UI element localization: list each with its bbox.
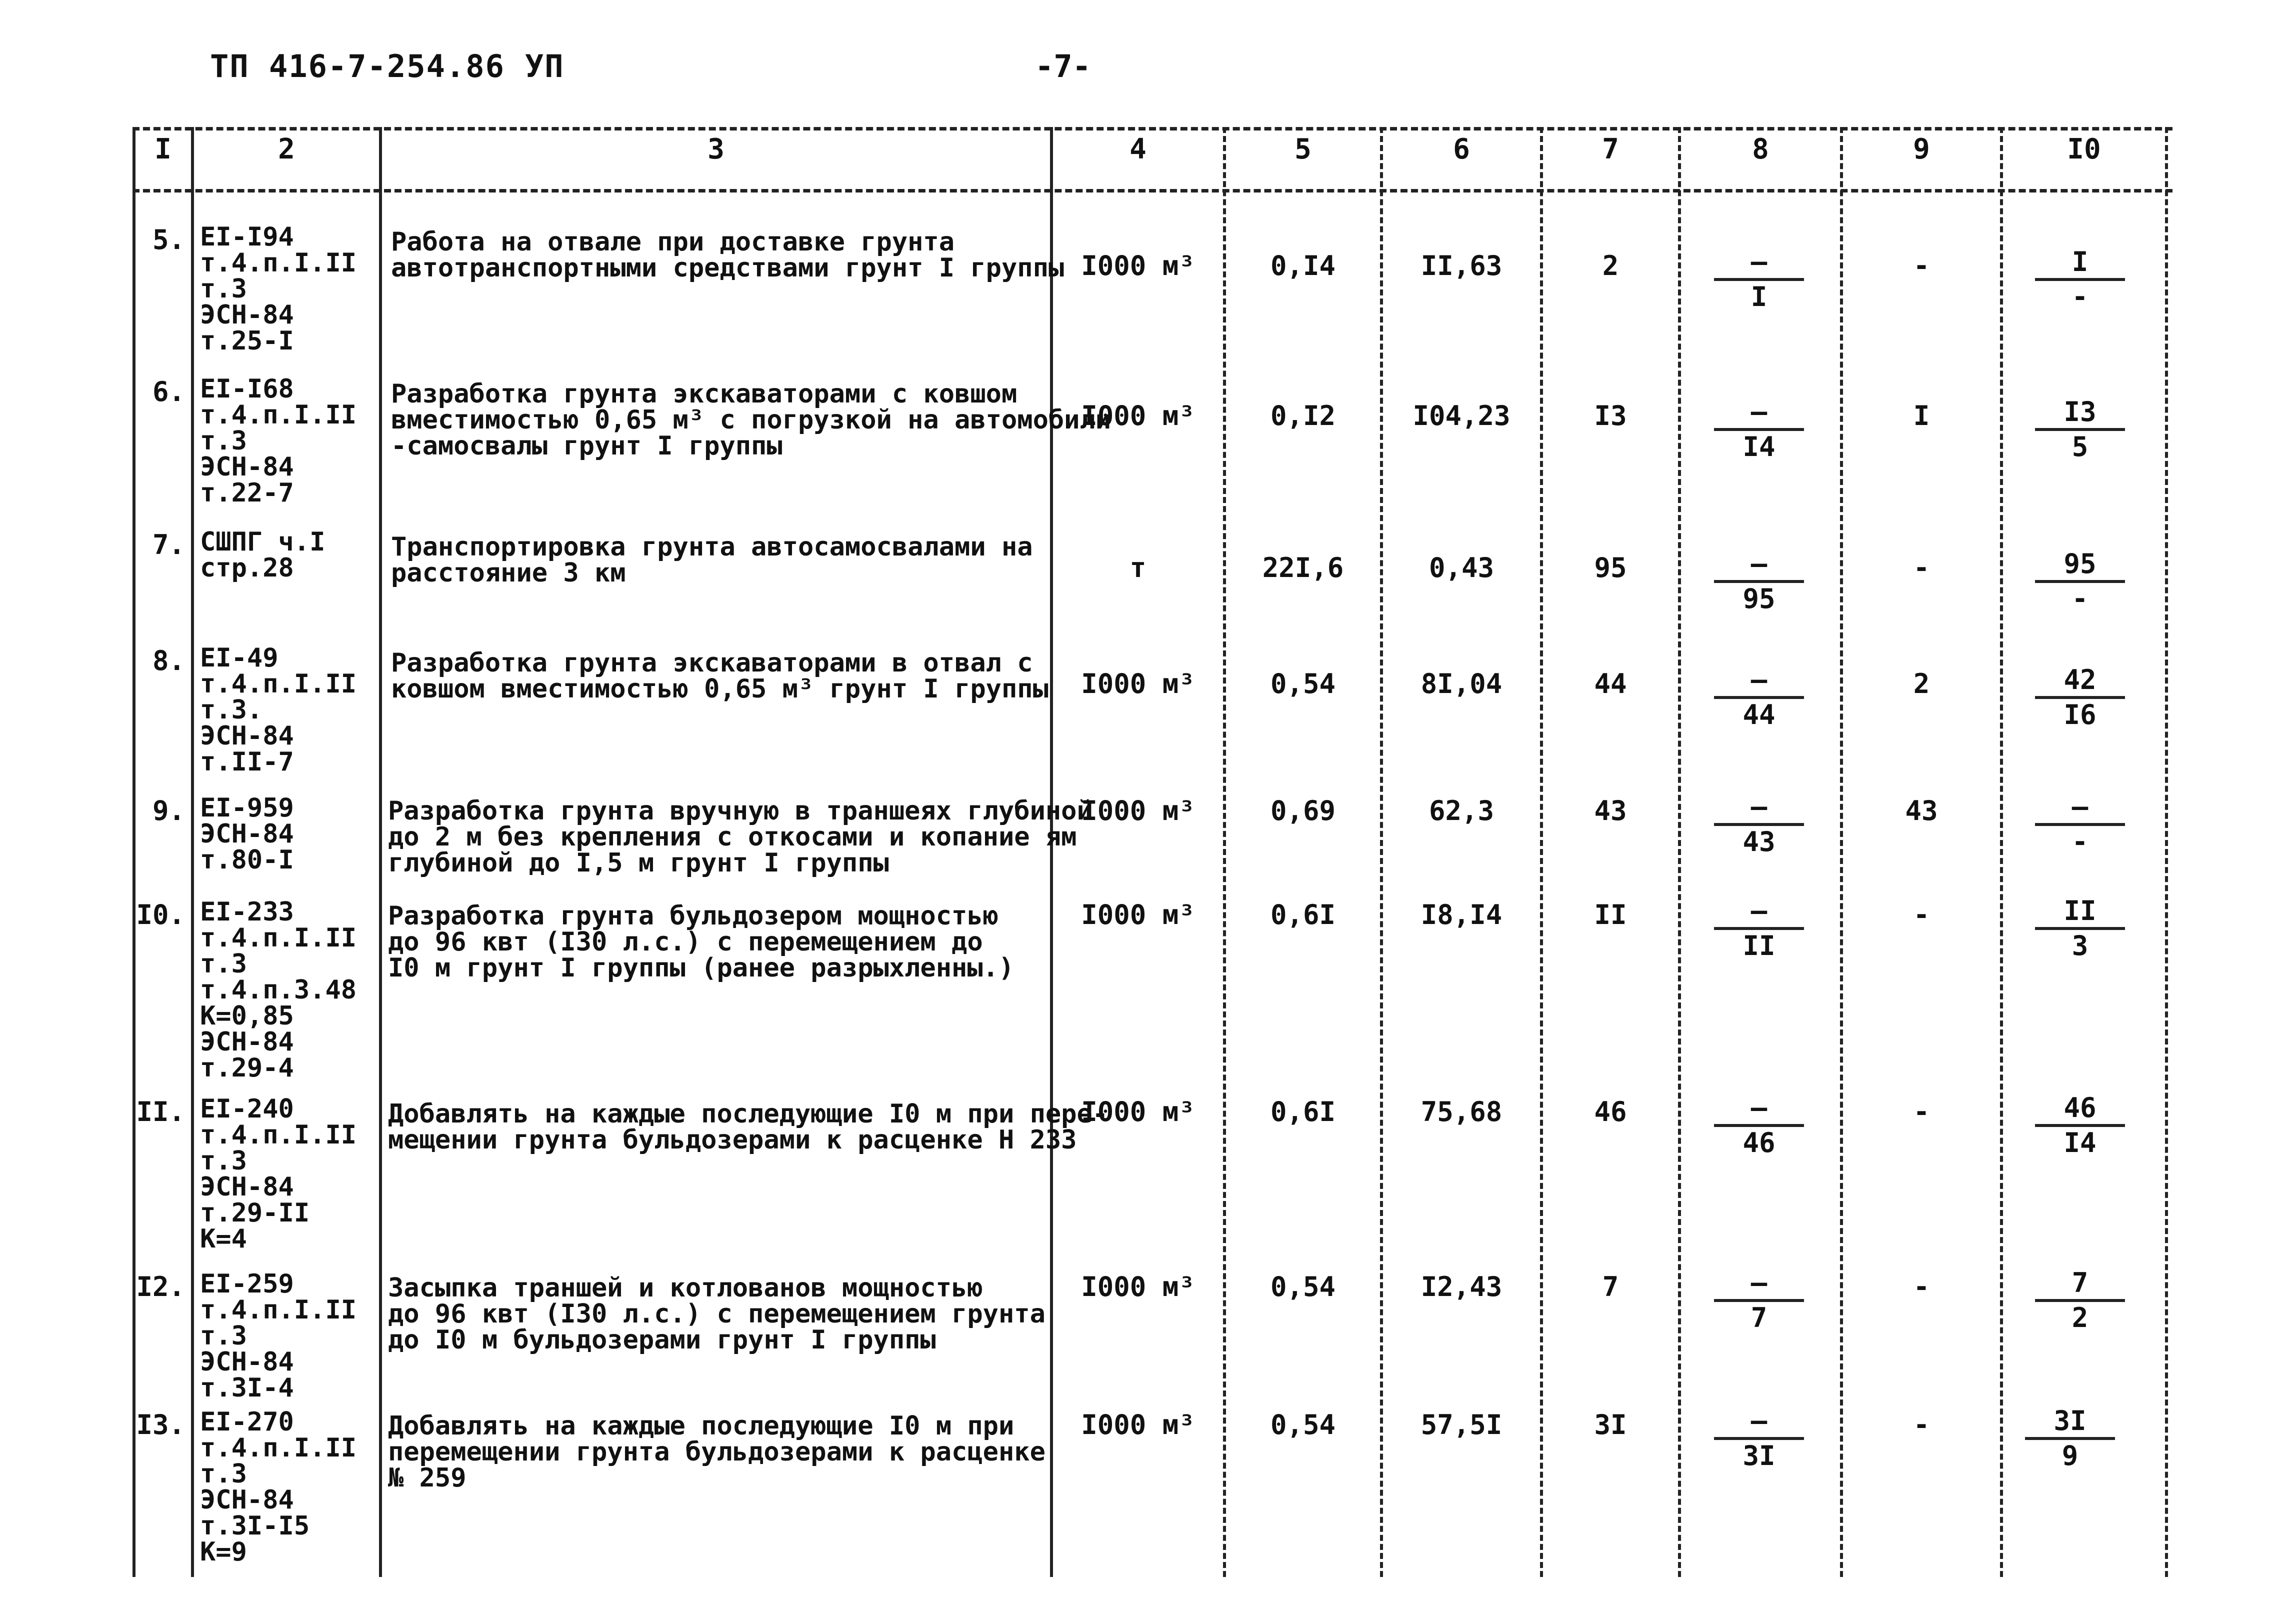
- fraction-numerator: I3: [2064, 396, 2096, 428]
- fraction-numerator: –: [1750, 396, 1768, 428]
- quantity: 0,6I: [1270, 1096, 1336, 1128]
- total-value: 7: [1602, 1271, 1619, 1302]
- fraction-denominator: 5: [2072, 431, 2088, 462]
- row-number: I0.: [136, 899, 185, 930]
- fraction-numerator: –: [1750, 664, 1768, 696]
- quantity: 0,I4: [1270, 250, 1336, 282]
- fraction-numerator: 42: [2064, 664, 2096, 696]
- column-9-value: -: [1913, 1096, 1930, 1128]
- norm-reference: EI-259 т.4.п.I.II т.3 ЭСН-84 т.3I-4: [200, 1269, 357, 1403]
- column-9-value: -: [1913, 1409, 1930, 1440]
- column-10-fraction: [2035, 549, 2125, 614]
- total-value: 43: [1594, 795, 1627, 826]
- fraction-denominator: I4: [2064, 1127, 2096, 1158]
- table-border-left: [132, 127, 136, 1577]
- quantity: 0,6I: [1270, 899, 1336, 930]
- fraction-denominator: 95: [1742, 583, 1776, 614]
- column-9-value: -: [1913, 899, 1930, 930]
- unit-of-measure: I000 м³: [1081, 400, 1195, 432]
- norm-value: I04,23: [1412, 400, 1510, 432]
- unit-of-measure: I000 м³: [1081, 1096, 1195, 1128]
- column-8-fraction: [1714, 247, 1804, 312]
- quantity: 0,I2: [1270, 400, 1336, 432]
- norm-reference: EI-270 т.4.п.I.II т.3 ЭСН-84 т.3I-I5 К=9: [200, 1407, 357, 1567]
- column-divider: [1223, 127, 1226, 1577]
- row-number: I2.: [136, 1271, 185, 1302]
- fraction-denominator: I: [1750, 281, 1768, 312]
- work-description: Разработка грунта экскаваторами с ковшом вместимостью 0,65 м³ с погрузкой на автомобили -самосвалы грунт I группы: [391, 379, 1112, 461]
- table-border-right: [2165, 127, 2168, 1577]
- unit-of-measure: I000 м³: [1081, 1409, 1195, 1440]
- work-description: Засыпка траншей и котлованов мощностью до 96 квт (I30 л.с.) с перемещением грунта до I0 м бульдозерами грунт I группы: [388, 1273, 1046, 1355]
- column-header-8: 8: [1752, 133, 1769, 166]
- row-number: 7.: [152, 529, 185, 560]
- column-9-value: -: [1913, 1271, 1930, 1302]
- fraction-numerator: –: [1750, 548, 1768, 580]
- norm-reference: СШПГ ч.I стр.28: [200, 527, 326, 583]
- norm-reference: EI-49 т.4.п.I.II т.3. ЭСН-84 т.II-7: [200, 643, 357, 777]
- fraction-denominator: -: [2072, 583, 2088, 614]
- column-10-fraction: [2035, 247, 2125, 312]
- quantity: 0,69: [1270, 795, 1336, 826]
- unit-of-measure: I000 м³: [1081, 250, 1195, 282]
- column-header-9: 9: [1913, 133, 1930, 166]
- column-9-value: -: [1913, 552, 1930, 584]
- row-number: 5.: [152, 224, 185, 256]
- row-number: 6.: [152, 376, 185, 408]
- fraction-denominator: 44: [1742, 699, 1776, 730]
- total-value: II: [1594, 899, 1627, 930]
- row-number: I3.: [136, 1409, 185, 1440]
- fraction-numerator: I: [2072, 246, 2088, 278]
- column-header-3: 3: [708, 133, 724, 166]
- unit-of-measure: I000 м³: [1081, 668, 1195, 700]
- column-divider: [1380, 127, 1383, 1577]
- column-9-value: -: [1913, 250, 1930, 282]
- column-10-fraction: [2035, 665, 2125, 730]
- norm-value: I2,43: [1420, 1271, 1502, 1302]
- unit-of-measure: т: [1130, 552, 1146, 584]
- fraction-numerator: –: [1750, 1092, 1768, 1124]
- norm-value: 0,43: [1428, 552, 1494, 584]
- fraction-numerator: 46: [2064, 1092, 2096, 1124]
- column-divider: [1678, 127, 1681, 1577]
- work-description: Разработка грунта бульдозером мощностью до 96 квт (I30 л.с.) с перемещением до I0 м грунт I группы (ранее разрыхленны.): [388, 901, 1014, 983]
- column-header-7: 7: [1602, 133, 1619, 166]
- work-description: Разработка грунта вручную в траншеях глубиной до 2 м без крепления с откосами и копание ям глубиной до I,5 м грунт I группы: [388, 796, 1092, 878]
- column-10-fraction: [2035, 1268, 2125, 1333]
- total-value: 46: [1594, 1096, 1627, 1128]
- row-number: II.: [136, 1096, 185, 1128]
- column-9-value: 2: [1913, 668, 1930, 700]
- table-header-rule: [132, 189, 2172, 192]
- column-header-5: 5: [1294, 133, 1312, 166]
- page-number: -7-: [1035, 48, 1091, 84]
- fraction-denominator: 46: [1742, 1127, 1776, 1158]
- fraction-denominator: -: [2072, 281, 2088, 312]
- fraction-numerator: –: [1750, 791, 1768, 822]
- row-number: 8.: [152, 645, 185, 676]
- total-value: 95: [1594, 552, 1627, 584]
- fraction-denominator: 43: [1742, 826, 1776, 858]
- work-description: Разработка грунта экскаваторами в отвал с ковшом вместимостью 0,65 м³ грунт I группы: [391, 648, 1048, 704]
- column-8-fraction: [1714, 549, 1804, 614]
- unit-of-measure: I000 м³: [1081, 1271, 1195, 1302]
- fraction-numerator: 95: [2064, 548, 2096, 580]
- column-divider: [2000, 127, 2003, 1577]
- norm-value: 62,3: [1428, 795, 1494, 826]
- fraction-numerator: –: [1750, 895, 1768, 926]
- document-code-number: ТП 416-7-254.86: [210, 48, 505, 84]
- column-10-fraction: [2035, 792, 2125, 857]
- fraction-denominator: 3: [2072, 930, 2088, 962]
- fraction-numerator: 3I: [2054, 1405, 2086, 1436]
- column-9-value: I: [1913, 400, 1930, 432]
- column-8-fraction: [1714, 397, 1804, 462]
- fraction-denominator: I4: [1742, 431, 1776, 462]
- fraction-denominator: -: [2072, 826, 2088, 858]
- column-divider: [1540, 127, 1543, 1577]
- norm-reference: EI-959 ЭСН-84 т.80-I: [200, 793, 294, 875]
- fraction-denominator: 3I: [1742, 1440, 1776, 1472]
- column-header-2: 2: [278, 133, 295, 166]
- column-divider: [1840, 127, 1843, 1577]
- fraction-numerator: –: [2072, 791, 2088, 822]
- fraction-numerator: II: [2064, 895, 2096, 926]
- fraction-numerator: 7: [2072, 1267, 2088, 1298]
- norm-reference: EI-233 т.4.п.I.II т.3 т.4.п.3.48 К=0,85 ЭСН-84 т.29-4: [200, 897, 357, 1083]
- column-10-fraction: [2035, 397, 2125, 462]
- row-number: 9.: [152, 795, 185, 826]
- total-value: I3: [1594, 400, 1627, 432]
- column-header-4: 4: [1130, 133, 1146, 166]
- column-10-fraction: [2035, 1093, 2125, 1158]
- total-value: 3I: [1594, 1409, 1627, 1440]
- column-header-6: 6: [1453, 133, 1470, 166]
- quantity: 0,54: [1270, 668, 1336, 700]
- column-8-fraction: [1714, 1093, 1804, 1158]
- column-header-10: I0: [2067, 133, 2101, 166]
- norm-value: 8I,04: [1420, 668, 1502, 700]
- column-8-fraction: [1714, 1268, 1804, 1333]
- column-10-fraction: [2035, 896, 2125, 961]
- work-description: Транспортировка грунта автосамосвалами на расстояние 3 км: [391, 532, 1033, 588]
- fraction-numerator: –: [1750, 1267, 1768, 1298]
- column-8-fraction: [1714, 1406, 1804, 1471]
- norm-value: I8,I4: [1420, 899, 1502, 930]
- fraction-numerator: –: [1750, 1405, 1768, 1436]
- work-description: Добавлять на каждые последующие I0 м при перемещении грунта бульдозерами к расценке № 259: [388, 1411, 1046, 1493]
- column-10-fraction: [2025, 1406, 2115, 1471]
- quantity: 22I,6: [1262, 552, 1344, 584]
- fraction-denominator: 7: [1750, 1302, 1768, 1334]
- column-divider: [191, 127, 194, 1577]
- unit-of-measure: I000 м³: [1081, 795, 1195, 826]
- work-description: Работа на отвале при доставке грунта автотранспортными средствами грунт I группы: [391, 227, 1064, 283]
- norm-value: 57,5I: [1420, 1409, 1502, 1440]
- unit-of-measure: I000 м³: [1081, 899, 1195, 930]
- table-top-rule: [132, 127, 2172, 130]
- norm-reference: EI-240 т.4.п.I.II т.3 ЭСН-84 т.29-II К=4: [200, 1094, 357, 1254]
- column-header-1: I: [154, 133, 172, 166]
- quantity: 0,54: [1270, 1271, 1336, 1302]
- fraction-denominator: 2: [2072, 1302, 2088, 1334]
- norm-reference: EI-I68 т.4.п.I.II т.3 ЭСН-84 т.22-7: [200, 374, 357, 508]
- quantity: 0,54: [1270, 1409, 1336, 1440]
- document-code: [210, 48, 564, 84]
- total-value: 44: [1594, 668, 1627, 700]
- column-8-fraction: [1714, 896, 1804, 961]
- fraction-denominator: 9: [2062, 1440, 2078, 1472]
- norm-value: 75,68: [1420, 1096, 1502, 1128]
- column-divider: [379, 127, 382, 1577]
- total-value: 2: [1602, 250, 1619, 282]
- column-8-fraction: [1714, 665, 1804, 730]
- fraction-denominator: I6: [2064, 699, 2096, 730]
- work-description: Добавлять на каждые последующие I0 м при пере- мещении грунта бульдозерами к расценке Н 233: [388, 1099, 1108, 1155]
- norm-value: II,63: [1420, 250, 1502, 282]
- column-8-fraction: [1714, 792, 1804, 857]
- fraction-denominator: II: [1742, 930, 1776, 962]
- column-9-value: 43: [1905, 795, 1938, 826]
- document-code-suffix: УП: [524, 48, 564, 84]
- fraction-numerator: –: [1750, 246, 1768, 278]
- norm-reference: EI-I94 т.4.п.I.II т.3 ЭСН-84 т.25-I: [200, 222, 357, 356]
